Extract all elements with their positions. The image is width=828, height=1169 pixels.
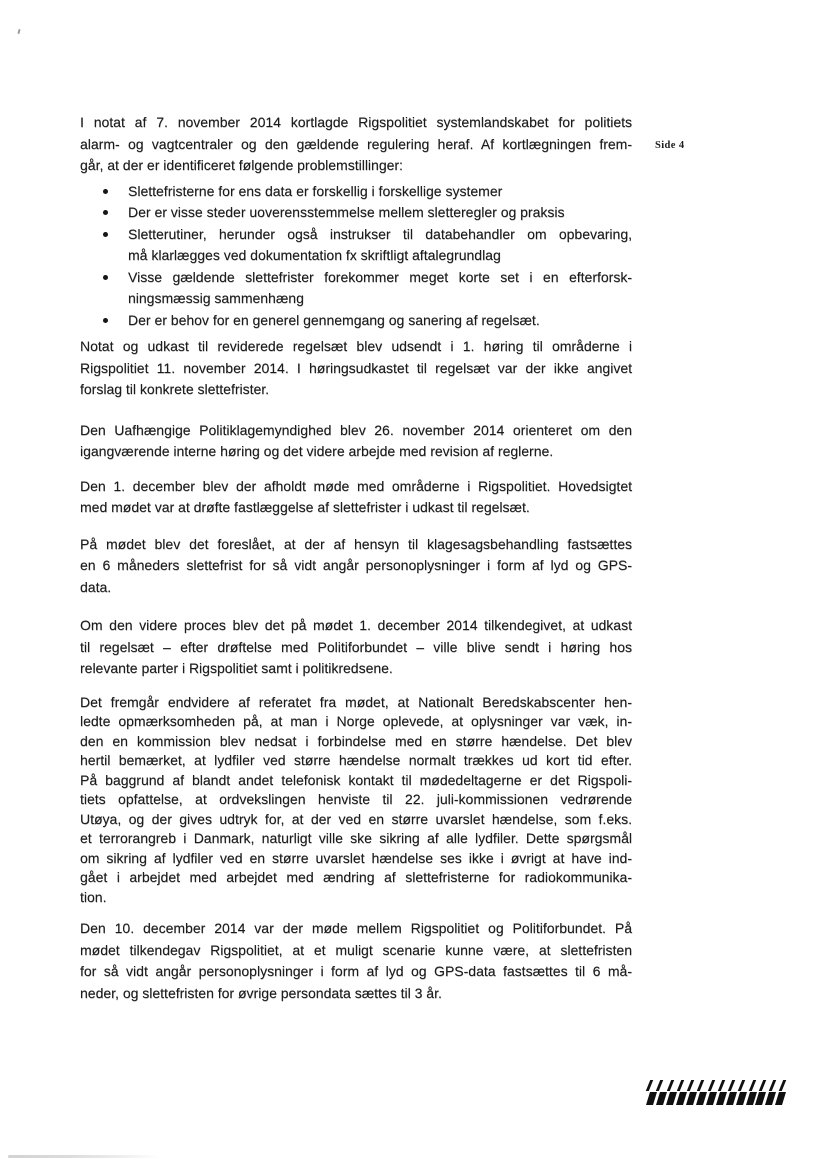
text-line: Den 1. december blev der afholdt møde med områderne i Rigspolitiet. Hovedsigtet (80, 477, 632, 494)
text-line: en 6 måneders slettefrist for så vidt angår personoplysninger i form af lyd og GPS- (80, 557, 632, 573)
text-line: I notat af 7. november 2014 kortlagde Rigspolitiet systemlandskabet for politiets (80, 114, 632, 130)
text-line: for så vidt angår personoplysninger i form af lyd og GPS-data fastsættes til 6 må- (80, 963, 632, 979)
text-line: til regelsæt – efter drøftelse med Politiforbundet – ville blive sendt i høring hos (80, 638, 632, 655)
text-line: om sikring af lydfiler ved en større uvarslet hændelse ses ikke i øvrigt at have ind- (80, 849, 632, 866)
paragraph (80, 336, 632, 401)
text-line: På baggrund af blandt andet telefonisk kontakt til mødedeltagerne er det Rigspoli- (80, 771, 632, 788)
hatch-mark (779, 1080, 786, 1091)
text-line: På mødet blev det foreslået, at der af hensyn til klagesagsbehandling fastsættes (80, 535, 632, 552)
hatch-mark (706, 1092, 716, 1105)
text-line: Visse gældende slettefrister forekommer meget korte set i en efterforsk- (128, 268, 632, 285)
hatch-mark (738, 1080, 745, 1091)
hatch-row-thin (648, 1080, 784, 1091)
hatch-mark (666, 1092, 676, 1105)
bullet-item (80, 267, 632, 310)
text-line: Det fremgår endvidere af referatet fra mødet, at Nationalt Beredskabscenter hen- (80, 693, 632, 710)
scan-artifact-dot (17, 29, 20, 34)
hatch-mark (748, 1080, 755, 1091)
hatch-mark (656, 1080, 663, 1091)
text-line: Om den videre proces blev det på mødet 1. december 2014 tilkendegivet, at udkast (80, 617, 632, 633)
hatch-mark (646, 1080, 653, 1091)
hatch-mark (728, 1080, 735, 1091)
hatch-mark (687, 1080, 694, 1091)
hatch-mark (707, 1080, 714, 1091)
hatch-mark (666, 1080, 673, 1091)
hatch-mark (656, 1092, 666, 1105)
hatch-mark (676, 1092, 686, 1105)
bullet-item (80, 310, 632, 332)
paragraph (80, 918, 632, 1004)
text-line: går, at der er identificeret følgende problemstillinger: (80, 157, 403, 173)
hatch-mark (736, 1092, 746, 1105)
text-line: mødet tilkendegav Rigspolitiet, at et muligt scenarie kunne være, at slettefristen (80, 941, 632, 958)
text-line: Den Uafhængige Politiklagemyndighed blev 26. november 2014 orienteret om den (80, 421, 632, 438)
paragraph (80, 615, 632, 680)
hatch-mark (696, 1092, 706, 1105)
text-line: med mødet var at drøfte fastlæggelse af slettefrister i udkast til regelsæt. (80, 499, 530, 515)
text-line: Rigspolitiet 11. november 2014. I høringsudkastet til regelsæt var der ikke angivet (80, 359, 632, 376)
hatch-mark (686, 1092, 696, 1105)
text-line: Utøya, og der gives udtryk for, at der ved en større uvarslet hændelse, som f.eks. (80, 810, 632, 827)
hatch-mark (759, 1080, 766, 1091)
text-line: Notat og udkast til reviderede regelsæt blev udsendt i 1. høring til områderne i (80, 338, 632, 354)
bullet-list (80, 181, 632, 332)
text-line: Sletterutiner, herunder også instrukser til databehandler om opbevaring, (128, 225, 632, 242)
footer-hatch-marks (648, 1080, 784, 1105)
hatch-mark (677, 1080, 684, 1091)
text-line: Slettefristerne for ens data er forskellig i forskellige systemer (128, 182, 503, 199)
paragraph (80, 534, 632, 599)
paragraphs (80, 336, 632, 1004)
text-line: tion. (80, 888, 107, 905)
text-line: igangværende interne høring og det videre arbejde med revision af reglerne. (80, 443, 554, 459)
bullet-item (80, 224, 632, 267)
scan-smudge-line (8, 1155, 160, 1158)
text-line: den en kommission blev nedsat i forbindelse med en større hændelse. Det blev (80, 732, 632, 749)
text-line: forslag til konkrete slettefrister. (80, 381, 270, 397)
hatch-mark (697, 1080, 704, 1091)
text-line: ningsmæssig sammenhæng (128, 290, 304, 306)
text-line: gået i arbejdet med arbejdet med ændring af slettefristerne for radiokommunika- (80, 869, 632, 885)
text-line: alarm- og vagtcentraler og den gældende regulering heraf. Af kortlægningen frem- (80, 135, 632, 152)
text-line: ledte opmærksomheden på, at man i Norge oplevede, at oplysninger var væk, in- (80, 713, 632, 729)
bullet-item (80, 202, 632, 224)
text-line: Den 10. december 2014 var der møde mellem Rigspolitiet og Politiforbundet. På (80, 920, 632, 936)
text-line: tiets opfattelse, at ordvekslingen henviste til 22. juli-kommissionen vedrørende (80, 791, 632, 807)
hatch-mark (775, 1092, 785, 1105)
hatch-mark (716, 1092, 726, 1105)
hatch-mark (726, 1092, 736, 1105)
text-line: et terrorangreb i Danmark, naturligt ville ske sikring af alle lydfiler. Dette spørgsmål (80, 830, 632, 846)
text-line: Der er visse steder uoverensstemmelse mellem sletteregler og praksis (128, 204, 565, 220)
text-line: data. (80, 578, 112, 595)
paragraph (80, 420, 632, 463)
text-line: relevante parter i Rigspolitiet samt i politikredsene. (80, 660, 393, 676)
bullet-item (80, 181, 632, 203)
intro-paragraph (80, 112, 632, 177)
paragraph (80, 476, 632, 519)
hatch-row-thick (648, 1092, 784, 1105)
page-number-label: Side 4 (655, 140, 685, 151)
paragraph (80, 693, 632, 908)
text-line: Der er behov for en generel gennemgang og sanering af regelsæt. (128, 311, 540, 328)
hatch-mark (646, 1092, 656, 1105)
text-line: neder, og slettefristen for øvrige persondata sættes til 3 år. (80, 984, 442, 1001)
text-line: hertil bemærket, at lydfiler ved større hændelse normalt trækkes ud kort tid efter. (80, 752, 632, 768)
hatch-mark (769, 1080, 776, 1091)
hatch-mark (718, 1080, 725, 1091)
document-body (80, 112, 632, 1004)
text-line: må klarlægges ved dokumentation fx skriftligt aftalegrundlag (128, 247, 501, 263)
